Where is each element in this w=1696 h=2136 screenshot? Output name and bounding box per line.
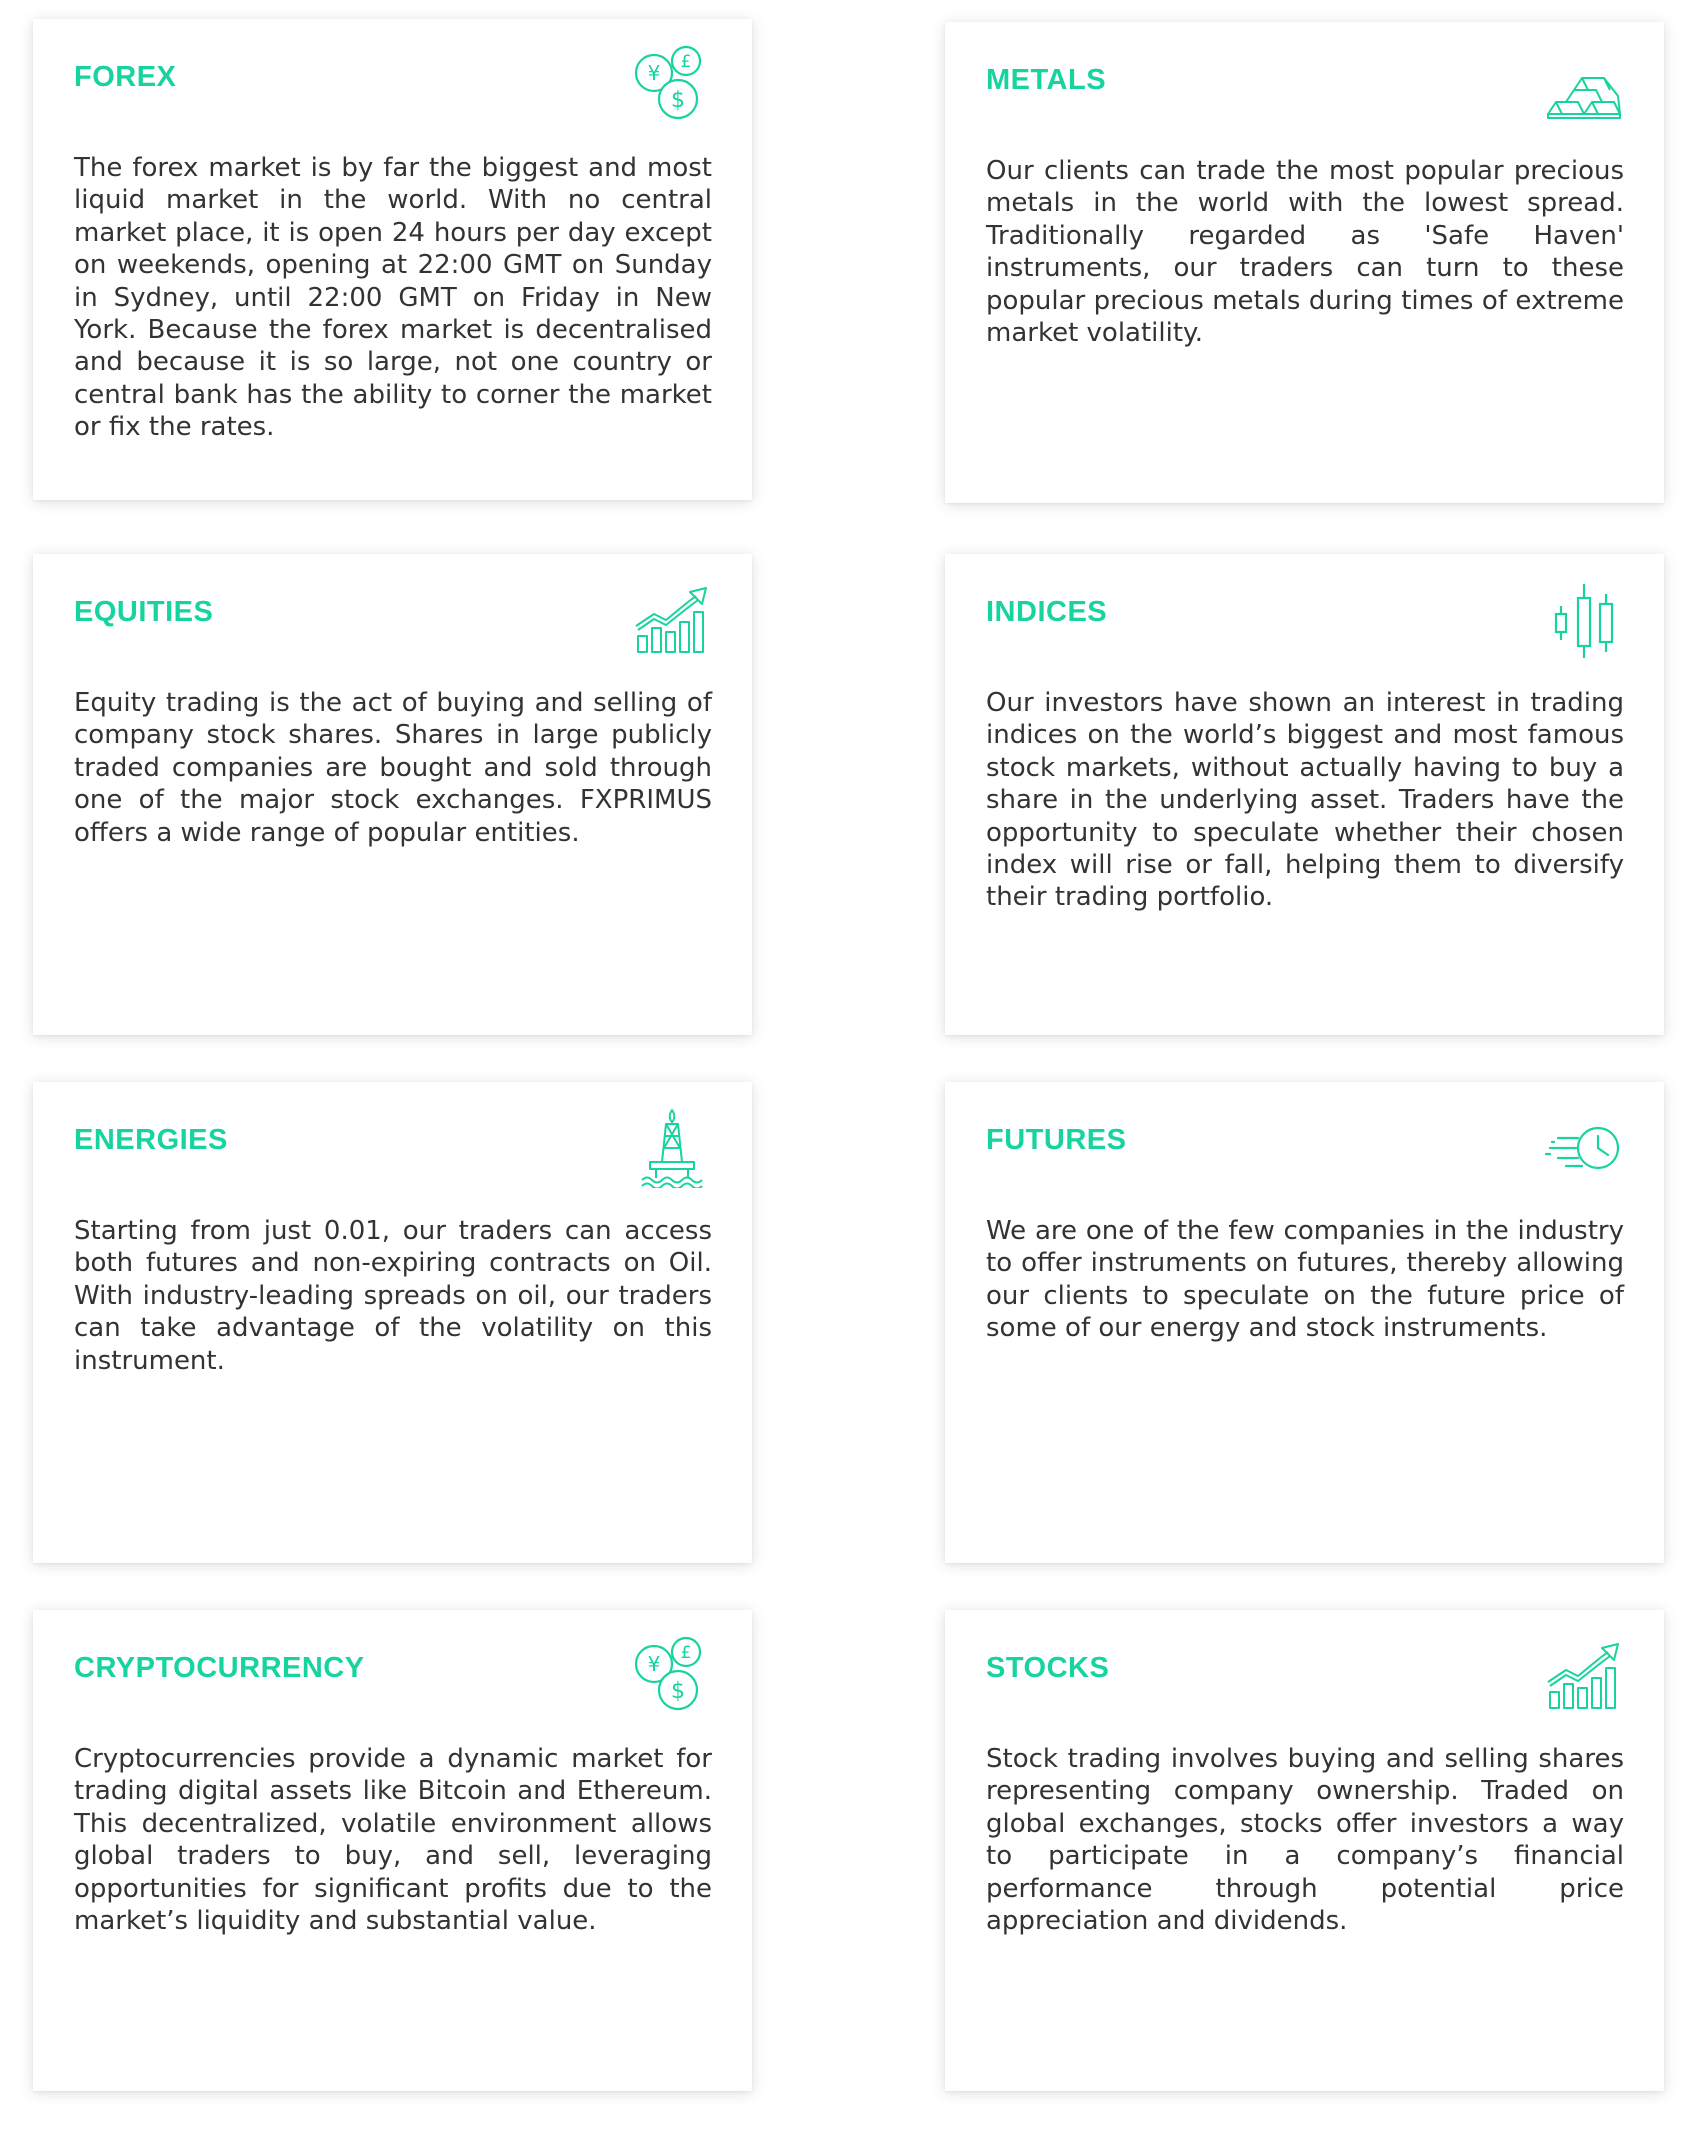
card-energies (33, 1082, 752, 1563)
card-description: Stock trading involves buying and selling shares representing company ownership. Traded on global exchanges, stocks offer investors a way to participate in a company’s financial performance through potential price appreciation and dividends. (986, 1744, 1624, 1937)
card-indices (945, 554, 1664, 1035)
gold-bars-icon (1544, 48, 1624, 128)
card-equities (33, 554, 752, 1035)
card-title: METALS (986, 64, 1107, 96)
currency-exchange-icon (632, 45, 712, 125)
oil-rig-icon (632, 1108, 712, 1188)
card-description: Cryptocurrencies provide a dynamic market for trading digital assets like Bitcoin and Ethereum. This decentralized, volatile environment allows global traders to buy, and sell, leveraging opportunities for significant profits due to the market’s liquidity and substantial value. (74, 1744, 712, 1937)
candlestick-icon (1544, 580, 1624, 660)
card-title: FOREX (74, 61, 177, 93)
svg-text:£: £ (680, 52, 692, 72)
currency-exchange-icon (632, 1636, 712, 1716)
card-title: EQUITIES (74, 596, 214, 628)
growth-chart-icon (632, 580, 712, 660)
svg-text:$: $ (671, 1679, 685, 1704)
card-description: The forex market is by far the biggest and most liquid market in the world. With no central market place, it is open 24 hours per day except on weekends, opening at 22:00 GMT on Sunday in Sydney, until 22:00 GMT on Friday in New York. Because the forex market is decentralised and because it is so large, not one country or central bank has the ability to corner the market or fix the rates. (74, 153, 712, 443)
card-description: Starting from just 0.01, our traders can access both futures and non-expiring contracts on Oil. With industry-leading spreads on oil, our traders can take advantage of the volatility on this instrument. (74, 1216, 712, 1376)
fast-clock-icon (1544, 1108, 1624, 1188)
card-forex (33, 19, 752, 500)
card-description: Our investors have shown an interest in trading indices on the world’s biggest and most famous stock markets, without actually having to buy a share in the underlying asset. Traders have the opportunity to speculate whether their chosen index will rise or fall, helping them to diversify their trading portfolio. (986, 688, 1624, 913)
card-title: INDICES (986, 596, 1108, 628)
svg-text:£: £ (680, 1643, 692, 1663)
card-title: CRYPTOCURRENCY (74, 1652, 365, 1684)
card-title: STOCKS (986, 1652, 1110, 1684)
svg-text:¥: ¥ (647, 1652, 661, 1676)
svg-text:$: $ (671, 88, 685, 113)
card-cryptocurrency (33, 1610, 752, 2091)
card-description: We are one of the few companies in the industry to offer instruments on futures, thereby allowing our clients to speculate on the future price of some of our energy and stock instruments. (986, 1216, 1624, 1344)
card-metals (945, 22, 1664, 503)
card-title: ENERGIES (74, 1124, 228, 1156)
growth-chart-icon (1544, 1636, 1624, 1716)
card-description: Our clients can trade the most popular precious metals in the world with the lowest spread. Traditionally regarded as 'Safe Haven' instruments, our traders can turn to these popular precious metals during times of extreme market volatility. (986, 156, 1624, 349)
card-description: Equity trading is the act of buying and selling of company stock shares. Shares in large publicly traded companies are bought and sold through one of the major stock exchanges. FXPRIMUS offers a wide range of popular entities. (74, 688, 712, 848)
card-title: FUTURES (986, 1124, 1127, 1156)
svg-text:¥: ¥ (647, 61, 661, 85)
card-stocks (945, 1610, 1664, 2091)
card-futures (945, 1082, 1664, 1563)
